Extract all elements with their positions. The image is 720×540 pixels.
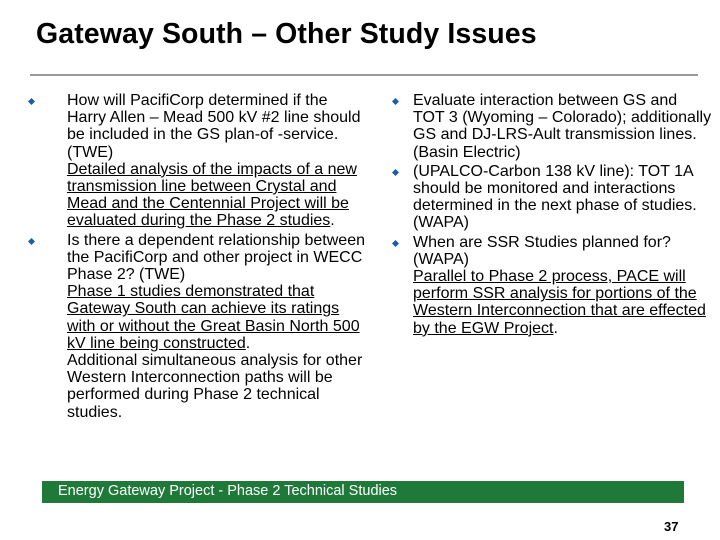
- answer-text: Parallel to Phase 2 process, PACE will perform SSR analysis for portions of the Western Interconnection that are effected by the EGW Project.: [413, 268, 706, 337]
- question-text: How will PacifiCorp determined if the Harry Allen – Mead 500 kV #2 line should be included in the GS plan-of -service. (TWE): [67, 92, 361, 161]
- slide-title: Gateway South – Other Study Issues: [36, 18, 537, 50]
- bullet-text: When are SSR Studies planned for? (WAPA): [413, 233, 671, 268]
- bullet-item: [392, 234, 712, 337]
- title-divider: [30, 74, 698, 76]
- bullet-item: [28, 92, 368, 230]
- bullet-item: [392, 163, 712, 232]
- left-column: [28, 92, 368, 423]
- right-column: [392, 92, 712, 339]
- diamond-bullet-icon: [28, 238, 35, 245]
- page-number: 37: [664, 519, 679, 534]
- bullet-text: Evaluate interaction between GS and TOT 3 (Wyoming – Colorado); additionally GS and DJ-LRS-Ault transmission lines. (Basin Electric): [413, 92, 712, 161]
- answer-text: Phase 1 studies demonstrated that Gateway South can achieve its ratings with or without the Great Basin North 500 kV line being constructed.: [67, 283, 360, 352]
- bullet-text: (UPALCO-Carbon 138 kV line): TOT 1A should be monitored and interactions determined in the next phase of studies. (WAPA): [413, 162, 697, 232]
- question-text: Is there a dependent relationship between the PacifiCorp and other project in WECC Phase 2? (TWE): [67, 231, 365, 284]
- bullet-item: [392, 92, 712, 161]
- additional-text: Additional simultaneous analysis for other Western Interconnection paths will be performed during Phase 2 technical studies.: [67, 352, 363, 421]
- footer-text: Energy Gateway Project - Phase 2 Technical Studies: [58, 483, 398, 499]
- bullet-item: [28, 232, 368, 421]
- diamond-bullet-icon: [392, 98, 399, 105]
- answer-text: Detailed analysis of the impacts of a new transmission line between Crystal and Mead and the Centennial Project will be evaluated during the Phase 2 studies.: [67, 160, 357, 230]
- diamond-bullet-icon: [392, 169, 399, 176]
- diamond-bullet-icon: [392, 240, 399, 247]
- diamond-bullet-icon: [28, 98, 35, 105]
- footer-bar: [42, 481, 684, 503]
